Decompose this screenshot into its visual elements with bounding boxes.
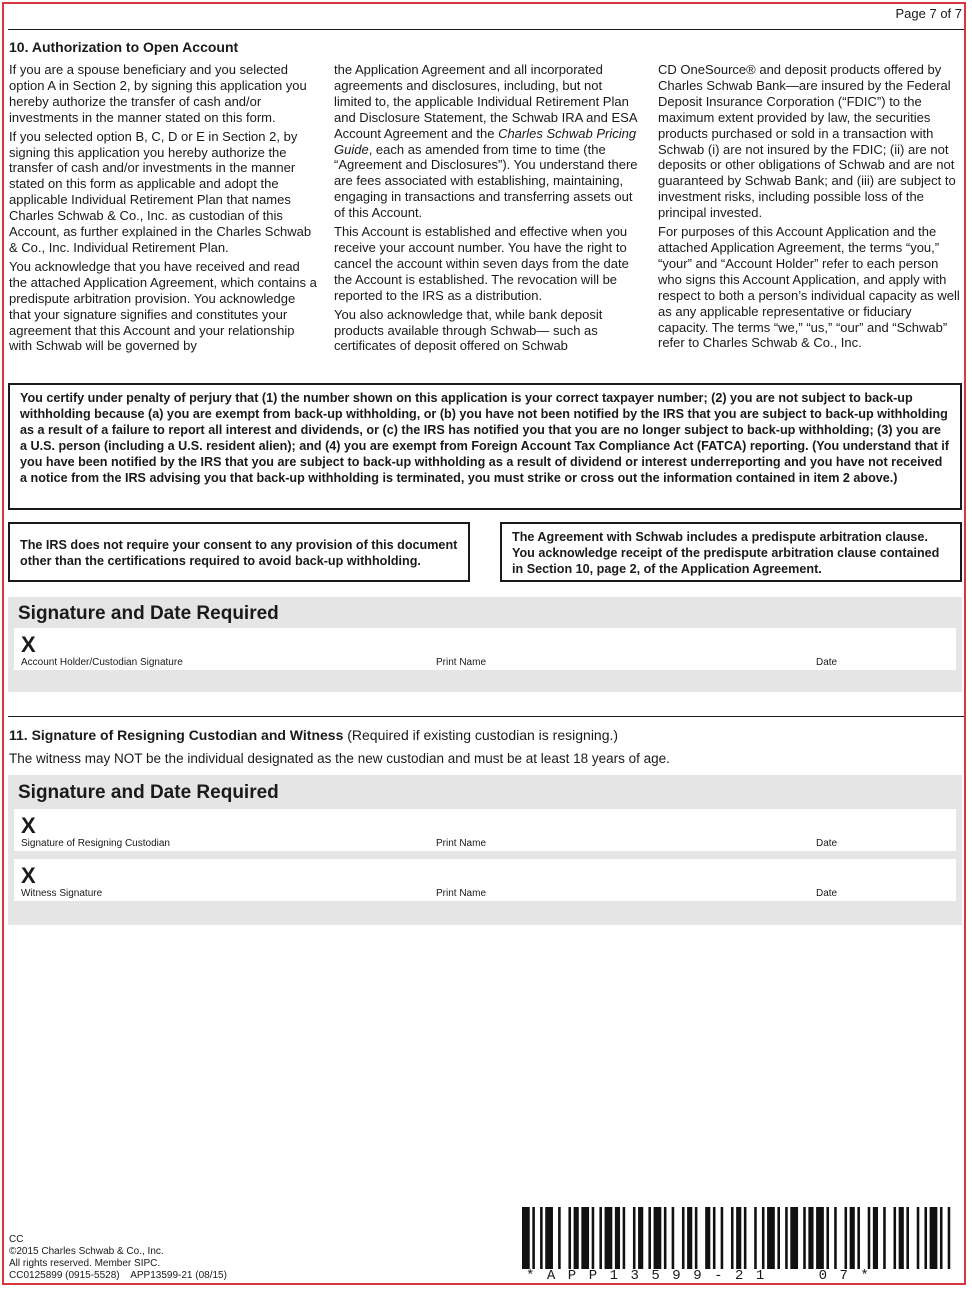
x-mark: X xyxy=(21,863,36,888)
text-span: , each as amended from time to time (the “Agreement and Disclosures”). You understand there are fees associated with establishing, maintaining, engaging in transactions and transferring assets out of this Account. xyxy=(334,141,638,221)
date-label: Date xyxy=(816,888,838,899)
barcode-bar xyxy=(850,1207,855,1269)
barcode-bar xyxy=(940,1207,943,1269)
section-10-column-2 xyxy=(334,62,640,357)
barcode-bar xyxy=(522,1207,530,1269)
barcode-bar xyxy=(615,1207,620,1269)
barcode-bar xyxy=(790,1207,798,1269)
barcode-bar xyxy=(899,1207,904,1269)
signature-heading: Signature and Date Required xyxy=(18,782,279,803)
barcode-bar xyxy=(695,1207,698,1269)
barcode-bar xyxy=(803,1207,806,1269)
pricing-guide-title: Charles Schwab Pricing Guide xyxy=(334,125,637,157)
witness-note: The witness may NOT be the individual designated as the new custodian and must be at least 18 years of age. xyxy=(9,751,670,766)
certification-box: You certify under penalty of perjury that (1) the number shown on this application is your correct taxpayer number; (2) you are not subject to back-up withholding because (a) you are exempt from back-up withholding, or (b) you have not been notified by the IRS that you are subject to back-up withholding as a result of a failure to report all interest and dividends, or (c) the IRS has notified you that you are no longer subject to back-up withholding; (3) you are a U.S. person (including a U.S. resident alien); and (4) you are exempt from Foreign Account Tax Compliance Act (FATCA) reporting. (You understand that if you have been notified by the IRS that you are subject to back-up withholding as a result of dividend or interest underreporting and you have not received a notice from the IRS advising you that back-up withholding is terminated, you must strike or cross out the information contained in item 2 above.) xyxy=(8,383,962,510)
barcode-bar xyxy=(574,1207,579,1269)
section-11-title xyxy=(9,727,618,743)
paragraph: CD OneSource® and deposit products offered by Charles Schwab Bank—are insured by the Federal Deposit Insurance Corporation (“FDIC”) to the maximum extent provided by law, the securities products purchased or sold in a transaction with Schwab (i) are not insured by the FDIC; (ii) are not deposits or other obligations of Schwab and are not guaranteed by Schwab Bank; and (iii) are subject to investment risks, including possible loss of the principal invested. xyxy=(658,62,956,221)
barcode-bar xyxy=(894,1207,897,1269)
paragraph: If you selected option B, C, D or E in Section 2, by signing this application you hereby authorize the transfer of cash and/or investments in the manner stated on this form as applicable and adopt the applicable Individual Retirement Plan that names Charles Schwab & Co., Inc. as custodian of this Account, as further explained in the Charles Schwab & Co., Inc. Individual Retirement Plan. xyxy=(9,128,312,255)
section-10-title: 10. Authorization to Open Account xyxy=(9,39,239,55)
paragraph: You acknowledge that you have received and read the attached Application Agreement, which contains a predispute arbitration provision. You acknowledge that your signature signifies and constitutes your agreement that this Account and your relationship with Schwab will be governed by xyxy=(9,258,317,354)
signature-label: Account Holder/Custodian Signature xyxy=(21,657,183,668)
footer-line: ©2015 Charles Schwab & Co., Inc. xyxy=(9,1246,164,1257)
barcode-bar xyxy=(808,1207,813,1269)
barcode-bar xyxy=(816,1207,824,1269)
date-label: Date xyxy=(816,657,838,668)
print-name-label: Print Name xyxy=(436,657,487,668)
barcode-bar xyxy=(754,1207,757,1269)
irs-consent-box: The IRS does not require your consent to any provision of this document other than the certifications required to avoid back-up withholding. xyxy=(8,522,470,582)
barcode-bar xyxy=(682,1207,685,1269)
barcode-bar xyxy=(785,1207,788,1269)
barcode-bar xyxy=(777,1207,780,1269)
barcode-bar xyxy=(592,1207,595,1269)
barcode-bar xyxy=(883,1207,886,1269)
barcode-bar xyxy=(857,1207,860,1269)
barcode-bar xyxy=(654,1207,662,1269)
divider xyxy=(8,716,964,717)
barcode-bar xyxy=(545,1207,553,1269)
barcode-bar xyxy=(731,1207,734,1269)
barcode-bar xyxy=(868,1207,871,1269)
barcode-bar xyxy=(767,1207,775,1269)
section-10-column-3 xyxy=(658,62,964,354)
signature-heading: Signature and Date Required xyxy=(18,603,279,624)
paragraph: You also acknowledge that, while bank deposit products available through Schwab— such as certificates of deposit offered on Schwab xyxy=(334,306,603,354)
barcode-bar xyxy=(532,1207,535,1269)
signature-field-resigning-custodian[interactable] xyxy=(14,809,956,851)
barcode-bar xyxy=(844,1207,847,1269)
barcode-bar xyxy=(930,1207,938,1269)
page-number: Page 7 of 7 xyxy=(895,6,962,21)
signature-field-witness[interactable] xyxy=(14,859,956,901)
text-span: the Application Agreement and all incorporated agreements and disclosures, including, but not limited to, the applicable Individual Retirement Plan and Disclosure Statement, the Schwab IRA and ESA Account Agreement and the xyxy=(334,62,637,141)
print-name-label: Print Name xyxy=(436,888,487,899)
footer xyxy=(9,1234,227,1282)
arbitration-box: The Agreement with Schwab includes a predispute arbitration clause. You acknowledge receipt of the predispute arbitration clause contained in Section 10, page 2, of the Application Agreement. xyxy=(500,522,962,582)
footer-line: CC xyxy=(9,1234,24,1245)
barcode-bar xyxy=(540,1207,543,1269)
barcode-bar xyxy=(721,1207,724,1269)
signature-field-account-holder[interactable] xyxy=(14,628,956,670)
section-11-title-text: 11. Signature of Resigning Custodian and Witness xyxy=(9,727,344,743)
section-11-title-note: (Required if existing custodian is resigning.) xyxy=(347,727,619,743)
barcode-bar xyxy=(648,1207,651,1269)
paragraph xyxy=(334,62,640,221)
date-label: Date xyxy=(816,838,838,849)
barcode-bar xyxy=(599,1207,602,1269)
signature-panel xyxy=(8,597,962,692)
section-10-column-1 xyxy=(9,62,319,357)
paragraph: For purposes of this Account Application and the attached Application Agreement, the terms “you,” “your” and “Account Holder” refer to each person who signs this Account Application, and apply with respect to both a person’s individual capacity as well as any applicable representative or fiduciary capacity. The terms “we,” “us,” “our” and “Schwab” refer to Charles Schwab & Co., Inc. xyxy=(658,224,960,351)
barcode-bar xyxy=(672,1207,675,1269)
signature-panel xyxy=(8,775,962,925)
x-mark: X xyxy=(21,813,36,838)
barcode xyxy=(522,1207,958,1269)
barcode-bar xyxy=(713,1207,716,1269)
divider xyxy=(8,29,964,30)
print-name-label: Print Name xyxy=(436,838,487,849)
barcode-bar xyxy=(873,1207,878,1269)
barcode-bar xyxy=(623,1207,626,1269)
barcode-bar xyxy=(664,1207,667,1269)
barcode-bar xyxy=(605,1207,613,1269)
barcode-bar xyxy=(906,1207,909,1269)
barcode-bar xyxy=(917,1207,920,1269)
footer-line: All rights reserved. Member SIPC. xyxy=(9,1258,161,1269)
barcode-bar xyxy=(744,1207,747,1269)
barcode-bar xyxy=(834,1207,837,1269)
footer-line: CC0125899 (0915-5528) APP13599-21 (08/15) xyxy=(9,1270,227,1281)
paragraph: This Account is established and effective when you receive your account number. You have the right to cancel the account within seven days from the date the Account is established. The revocation will be reported to the IRS as a distribution. xyxy=(334,224,629,303)
barcode-bar xyxy=(736,1207,741,1269)
barcode-text: *APP13599-21 07* xyxy=(526,1268,882,1284)
barcode-bar xyxy=(762,1207,765,1269)
barcode-bar xyxy=(826,1207,829,1269)
x-mark: X xyxy=(21,632,36,657)
barcode-bar xyxy=(633,1207,636,1269)
barcode-bar xyxy=(705,1207,710,1269)
paragraph: If you are a spouse beneficiary and you selected option A in Section 2, by signing this application you hereby authorize the transfer of cash and/or investments in the manner stated on this form. xyxy=(9,62,307,125)
barcode-bar xyxy=(924,1207,927,1269)
barcode-bar xyxy=(687,1207,692,1269)
barcode-bar xyxy=(581,1207,589,1269)
barcode-bar xyxy=(638,1207,643,1269)
barcode-bar xyxy=(948,1207,951,1269)
signature-label: Signature of Resigning Custodian xyxy=(21,838,170,849)
barcode-bar xyxy=(558,1207,561,1269)
signature-label: Witness Signature xyxy=(21,888,103,899)
barcode-bar xyxy=(568,1207,571,1269)
